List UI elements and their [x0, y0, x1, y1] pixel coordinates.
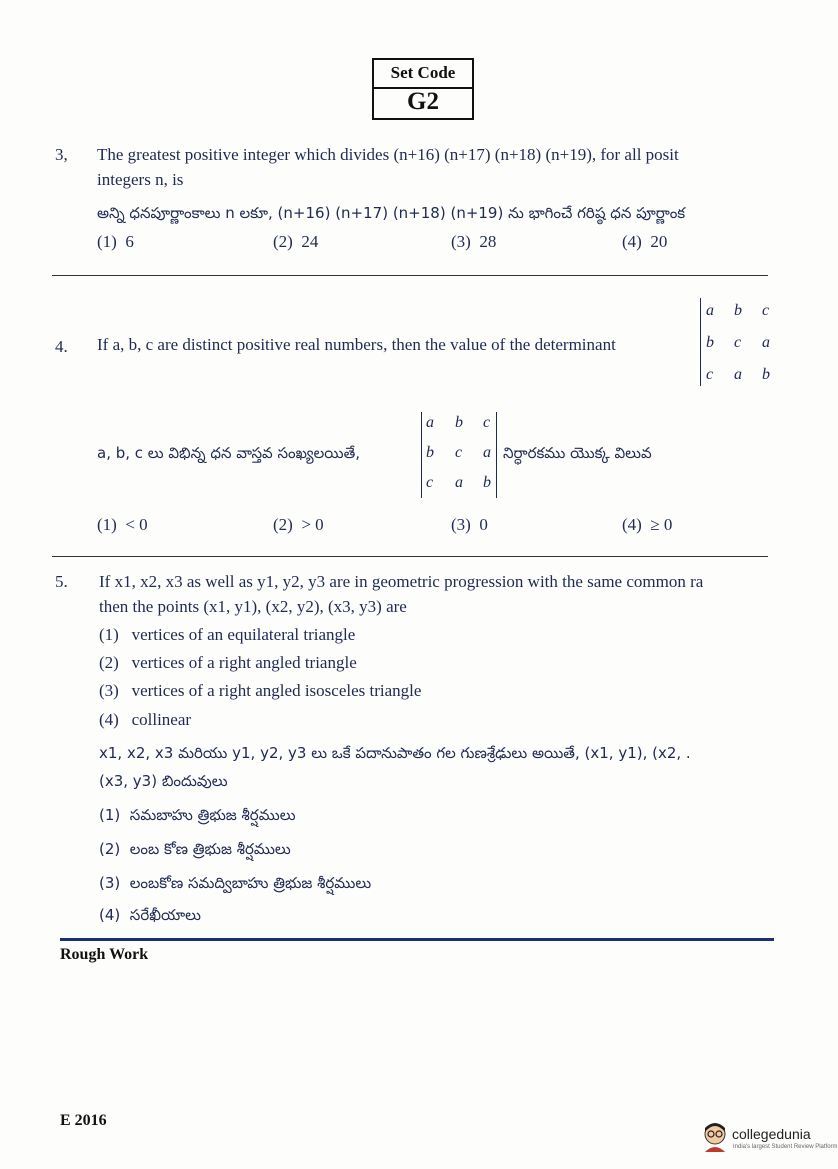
- q5-option-te-3: (3) లంబకోణ సమద్విబాహు త్రిభుజ శీర్షములు: [99, 874, 372, 892]
- q5-english-line1: If x1, x2, x3 as well as y1, y2, y3 are in geometric progression with the same common ra: [99, 572, 704, 591]
- rough-work-divider: [60, 938, 774, 941]
- q5-english-line2: then the points (x1, y1), (x2, y2), (x3, y3) are: [99, 597, 407, 616]
- q4-mr-cell: a: [706, 302, 714, 319]
- q3-number: 3,: [55, 145, 68, 164]
- q3-divider: [52, 275, 768, 276]
- q4-number: 4.: [55, 337, 68, 356]
- footer-code: E 2016: [60, 1112, 107, 1129]
- logo-tagline: India's largest Student Review Platform: [733, 1144, 838, 1150]
- rough-work-label: Rough Work: [60, 946, 149, 963]
- q4-mr-cell: a: [762, 334, 770, 351]
- q3-english-line2: integers n, is: [97, 170, 184, 189]
- q4-option-1: (1) < 0: [97, 515, 148, 534]
- q5-telugu-line1: x1, x2, x3 మరియు y1, y2, y3 లు ఒకే పదానుపాతం గల గుణశ్రేఢులు అయితే, (x1, y1), (x2, .: [99, 744, 691, 762]
- q3-option-2: (2) 24: [273, 232, 319, 251]
- q5-option-te-2: (2) లంబ కోణ త్రిభుజ శీర్షములు: [99, 840, 291, 858]
- set-code-label: Set Code: [390, 63, 456, 82]
- q5-telugu-line2: (x3, y3) బిందువులు: [99, 772, 228, 790]
- q4-mr-cell: c: [762, 302, 770, 319]
- q4-telugu-before: a, b, c లు విభిన్న ధన వాస్తవ సంఖ్యలయితే,: [97, 444, 361, 462]
- q5-option-en-2: (2) vertices of a right angled triangle: [99, 653, 357, 672]
- q3-telugu: అన్ని ధనపూర్ణాంకాలు n లకూ, (n+16) (n+17) (n+18) (n+19) ను భాగించే గరిష్ఠ ధన పూర్ణాంక: [97, 204, 686, 222]
- q5-option-en-1: (1) vertices of an equilateral triangle: [99, 625, 356, 644]
- logo-name: collegedunia: [732, 1126, 811, 1142]
- q4-mr-cell: c: [734, 334, 742, 351]
- q5-option-en-4: (4) collinear: [99, 710, 192, 729]
- q5-option-en-3: (3) vertices of a right angled isosceles triangle: [99, 681, 422, 700]
- q3-option-3: (3) 28: [451, 232, 497, 251]
- q3-option-4: (4) 20: [622, 232, 668, 251]
- q4-matrix-cell: c: [483, 414, 491, 431]
- q4-matrix-cell: a: [426, 414, 434, 431]
- q3-option-1: (1) 6: [97, 232, 134, 251]
- q4-telugu-after: నిర్ధారకము యొక్క విలువ: [503, 444, 652, 462]
- q4-matrix-cell: b: [426, 444, 434, 461]
- q4-matrix-cell: b: [483, 474, 491, 491]
- q4-matrix-cell: c: [455, 444, 463, 461]
- q4-mr-cell: b: [734, 302, 742, 319]
- q4-mr-cell: a: [734, 366, 742, 383]
- q4-determinant-left-bar: [421, 412, 422, 498]
- q5-number: 5.: [55, 572, 68, 591]
- q4-divider: [52, 556, 768, 557]
- q4-option-2: (2) > 0: [273, 515, 324, 534]
- collegedunia-logo: [700, 1122, 838, 1156]
- q4-matrix-cell: a: [483, 444, 491, 461]
- set-code-value: G2: [407, 88, 439, 115]
- set-code-box: [372, 58, 474, 120]
- q3-english-line1: The greatest positive integer which divides (n+16) (n+17) (n+18) (n+19), for all posit: [97, 145, 679, 164]
- q4-option-4: (4) ≥ 0: [622, 515, 673, 534]
- q4-matrix-cell: a: [455, 474, 463, 491]
- q4-option-3: (3) 0: [451, 515, 488, 534]
- q4-matrix-cell: b: [455, 414, 463, 431]
- q4-determinant-right-bar: [700, 298, 701, 386]
- q4-determinant-right-bar: [490, 412, 497, 498]
- q4-mr-cell: b: [762, 366, 770, 383]
- q4-english: If a, b, c are distinct positive real numbers, then the value of the determinant: [97, 335, 616, 354]
- q4-mr-cell: b: [706, 334, 714, 351]
- mascot-icon: [700, 1122, 730, 1154]
- q5-option-te-4: (4) సరేఖీయాలు: [99, 906, 201, 924]
- q4-matrix-cell: c: [426, 474, 434, 491]
- q5-option-te-1: (1) సమబాహు త్రిభుజ శీర్షములు: [99, 806, 296, 824]
- q4-mr-cell: c: [706, 366, 714, 383]
